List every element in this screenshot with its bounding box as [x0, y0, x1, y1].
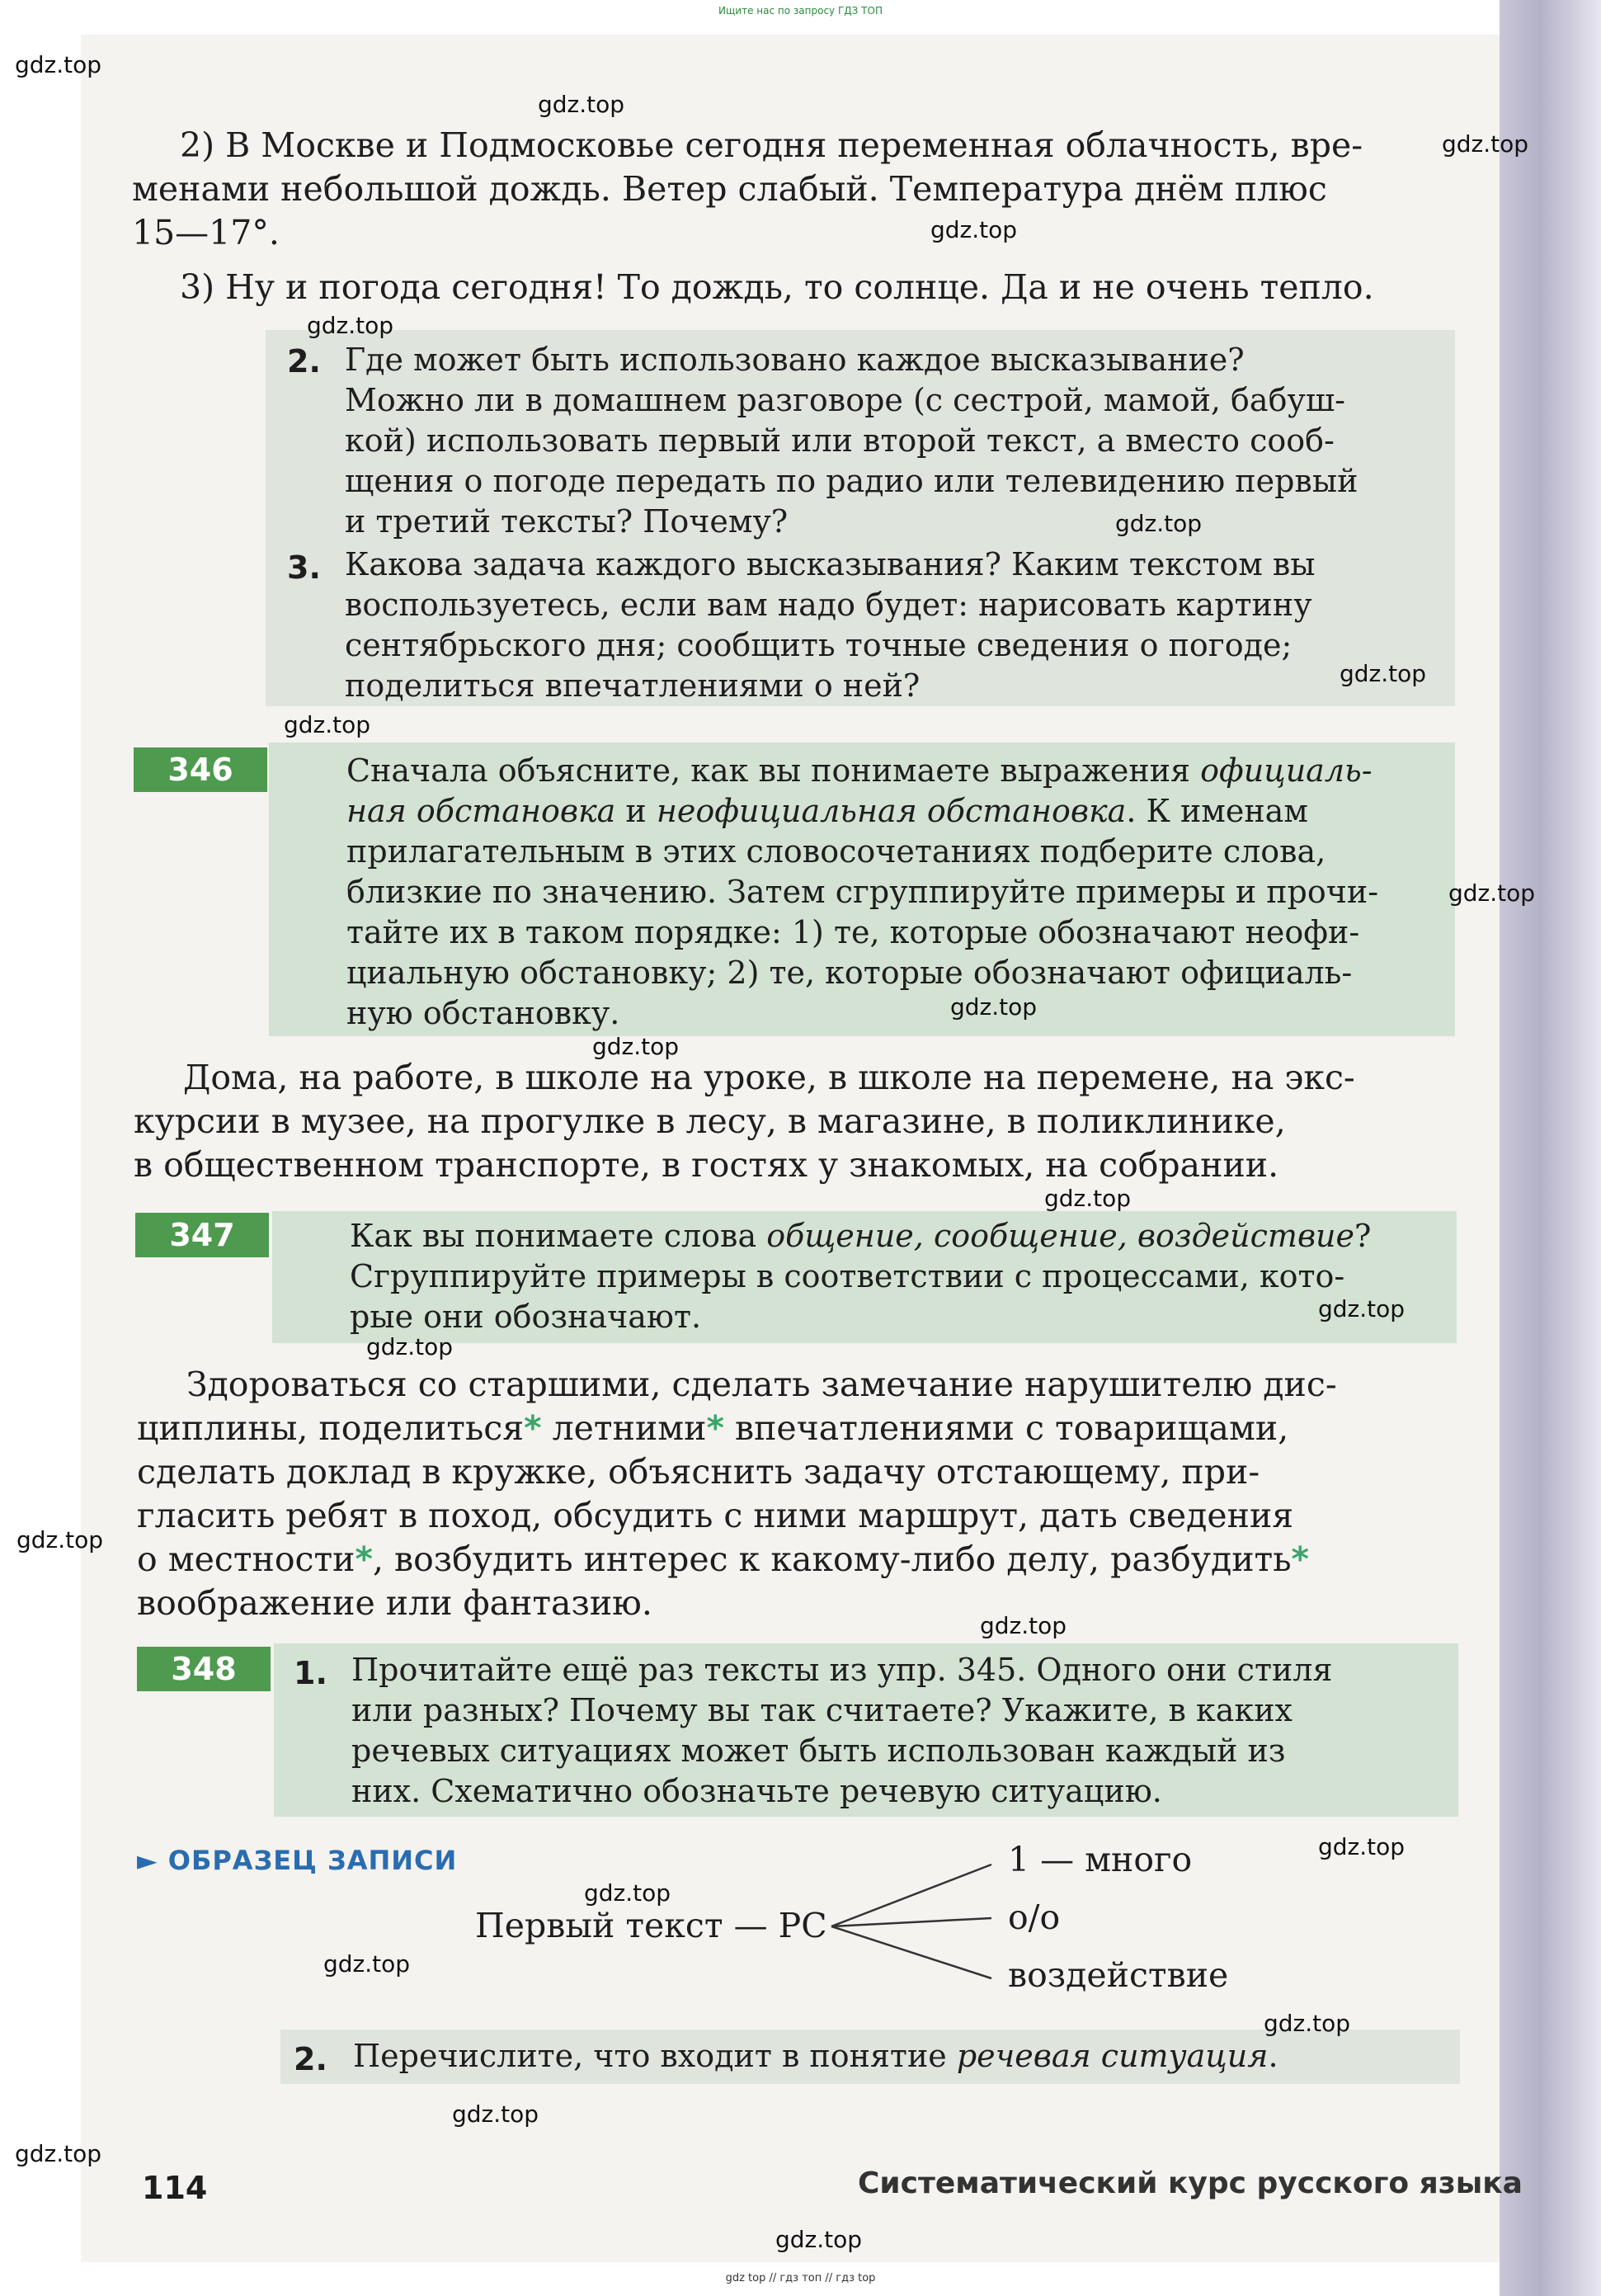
glossary-star: * — [355, 1539, 373, 1579]
exercise-347-body-line: о местности*, возбудить интерес к какому-либо делу, разбудить* — [137, 1539, 1309, 1579]
sample-label: ► ОБРАЗЕЦ ЗАПИСИ — [137, 1845, 458, 1876]
exercise-347-line: Как вы понимаете слова общение, сообщение, воздействие? — [350, 1218, 1372, 1254]
question-2-line: Можно ли в домашнем разговоре (с сестрой, мамой, бабуш- — [345, 382, 1345, 418]
question-2-line: Где может быть использовано каждое высказывание? — [345, 342, 1245, 378]
watermark: gdz.top — [323, 1950, 411, 1978]
exercise-346-body-line: в общественном транспорте, в гостях у знакомых, на собрании. — [134, 1145, 1279, 1185]
question-2-line: и третий тексты? Почему? — [345, 503, 789, 540]
scheme-branch: воздействие — [1008, 1955, 1229, 1995]
glossary-star: * — [706, 1408, 724, 1448]
watermark: gdz.top — [1442, 130, 1529, 158]
watermark: gdz.top — [16, 1526, 104, 1553]
exercise-348-badge: 348 — [137, 1647, 271, 1691]
watermark: gdz.top — [950, 993, 1038, 1021]
question-2-line: щения о погоде передать по радио или телевидению первый — [345, 463, 1358, 499]
watermark: gdz.top — [1264, 2010, 1351, 2037]
watermark: gdz.top — [15, 2140, 102, 2167]
watermark: gdz.top — [307, 312, 394, 339]
scheme-root: Первый текст — РС — [475, 1906, 827, 1945]
scheme-branch-lines — [830, 1856, 1011, 1988]
glossary-star: * — [524, 1408, 542, 1448]
watermark: gdz.top — [1318, 1295, 1406, 1322]
exercise-348-line: них. Схематично обозначьте речевую ситуацию. — [351, 1773, 1162, 1809]
question-2-line: кой) использовать первый или второй текст, а вместо сооб- — [345, 422, 1335, 459]
text2-line1: 2) В Москве и Подмосковье сегодня переменная облачность, вре- — [180, 125, 1363, 165]
book-title: Систематический курс русского языка — [858, 2166, 1523, 2200]
question-2-number: 2. — [287, 343, 321, 380]
exercise-348-q1-number: 1. — [294, 1655, 327, 1691]
play-triangle-icon: ► — [137, 1845, 158, 1876]
watermark: gdz.top — [1318, 1833, 1406, 1860]
exercise-346-body-line: курсии в музее, на прогулке в лесу, в магазине, в поликлинике, — [134, 1101, 1286, 1141]
exercise-347-body-line: гласить ребят в поход, обсудить с ними маршрут, дать сведения — [137, 1496, 1294, 1535]
exercise-346-body-line: Дома, на работе, в школе на уроке, в школе на перемене, на экс- — [183, 1058, 1355, 1097]
watermark: gdz.top — [1448, 879, 1536, 907]
exercise-346-line: ная обстановка и неофициальная обстановка. К именам — [346, 793, 1308, 829]
exercise-346-line: близкие по значению. Затем сгруппируйте примеры и прочи- — [346, 874, 1379, 910]
watermark: gdz.top — [980, 1612, 1067, 1639]
exercise-347-body-line: воображение или фантазию. — [137, 1583, 652, 1623]
exercise-348-line: Прочитайте ещё раз тексты из упр. 345. Одного они стиля — [351, 1652, 1333, 1688]
exercise-347-line: Сгруппируйте примеры в соответствии с процессами, кото- — [350, 1258, 1345, 1294]
watermark: gdz.top — [592, 1033, 680, 1060]
exercise-346-line: ную обстановку. — [346, 995, 620, 1031]
exercise-346-line: тайте их в таком порядке: 1) те, которые обозначают неофи- — [346, 914, 1360, 950]
watermark: gdz.top — [775, 2226, 863, 2253]
exercise-348-q2-line: Перечислите, что входит в понятие речевая ситуация. — [353, 2038, 1278, 2074]
question-3-line: сентябрьского дня; сообщить точные сведения о погоде; — [345, 627, 1293, 663]
exercise-347-body-line: циплины, поделиться* летними* впечатлениями с товарищами, — [137, 1408, 1289, 1448]
page-edge — [1500, 0, 1601, 2296]
question-3-line: поделиться впечатлениями о ней? — [345, 667, 921, 704]
question-3-number: 3. — [287, 549, 321, 586]
watermark: gdz.top — [1044, 1185, 1132, 1212]
watermark: gdz.top — [930, 216, 1018, 243]
exercise-347-line: рые они обозначают. — [350, 1299, 702, 1335]
watermark: gdz.top — [584, 1879, 671, 1907]
scheme-branch: о/о — [1008, 1898, 1061, 1937]
exercise-346-badge: 346 — [134, 747, 267, 792]
bottom-note[interactable]: gdz top // гдз топ // гдз top — [725, 2272, 876, 2284]
exercise-348-q2-number: 2. — [294, 2041, 327, 2077]
exercise-347-body-line: сделать доклад в кружке, объяснить задачу отстающему, при- — [137, 1452, 1260, 1492]
text2-line2: менами небольшой дождь. Ветер слабый. Температура днём плюс — [132, 169, 1327, 209]
glossary-star: * — [1291, 1539, 1309, 1579]
watermark: gdz.top — [1340, 660, 1427, 687]
top-note[interactable]: Ищите нас по запросу ГДЗ ТОП — [718, 5, 883, 17]
scheme-branch: 1 — много — [1008, 1840, 1193, 1879]
exercise-346-line: Сначала объясните, как вы понимаете выражения официаль- — [346, 752, 1373, 789]
page-number: 114 — [142, 2170, 208, 2206]
exercise-348-line: речевых ситуациях может быть использован каждый из — [351, 1733, 1286, 1769]
question-3-line: воспользуетесь, если вам надо будет: нарисовать картину — [345, 587, 1312, 623]
text3-line1: 3) Ну и погода сегодня! То дождь, то солнце. Да и не очень тепло. — [180, 267, 1374, 307]
text2-line3: 15—17°. — [132, 213, 280, 252]
watermark: gdz.top — [1115, 510, 1203, 537]
exercise-346-line: прилагательным в этих словосочетаниях подберите слова, — [346, 833, 1326, 870]
exercise-346-line: циальную обстановку; 2) те, которые обозначают официаль- — [346, 955, 1353, 991]
exercise-347-body-line: Здороваться со старшими, сделать замечание нарушителю дис- — [186, 1365, 1337, 1404]
watermark: gdz.top — [452, 2100, 539, 2128]
watermark: gdz.top — [366, 1333, 454, 1360]
exercise-347-badge: 347 — [135, 1213, 269, 1257]
question-3-line: Какова задача каждого высказывания? Каким текстом вы — [345, 546, 1316, 582]
watermark: gdz.top — [538, 91, 625, 118]
watermark: gdz.top — [284, 711, 371, 738]
exercise-348-line: или разных? Почему вы так считаете? Укажите, в каких — [351, 1692, 1293, 1728]
watermark: gdz.top — [15, 51, 102, 78]
